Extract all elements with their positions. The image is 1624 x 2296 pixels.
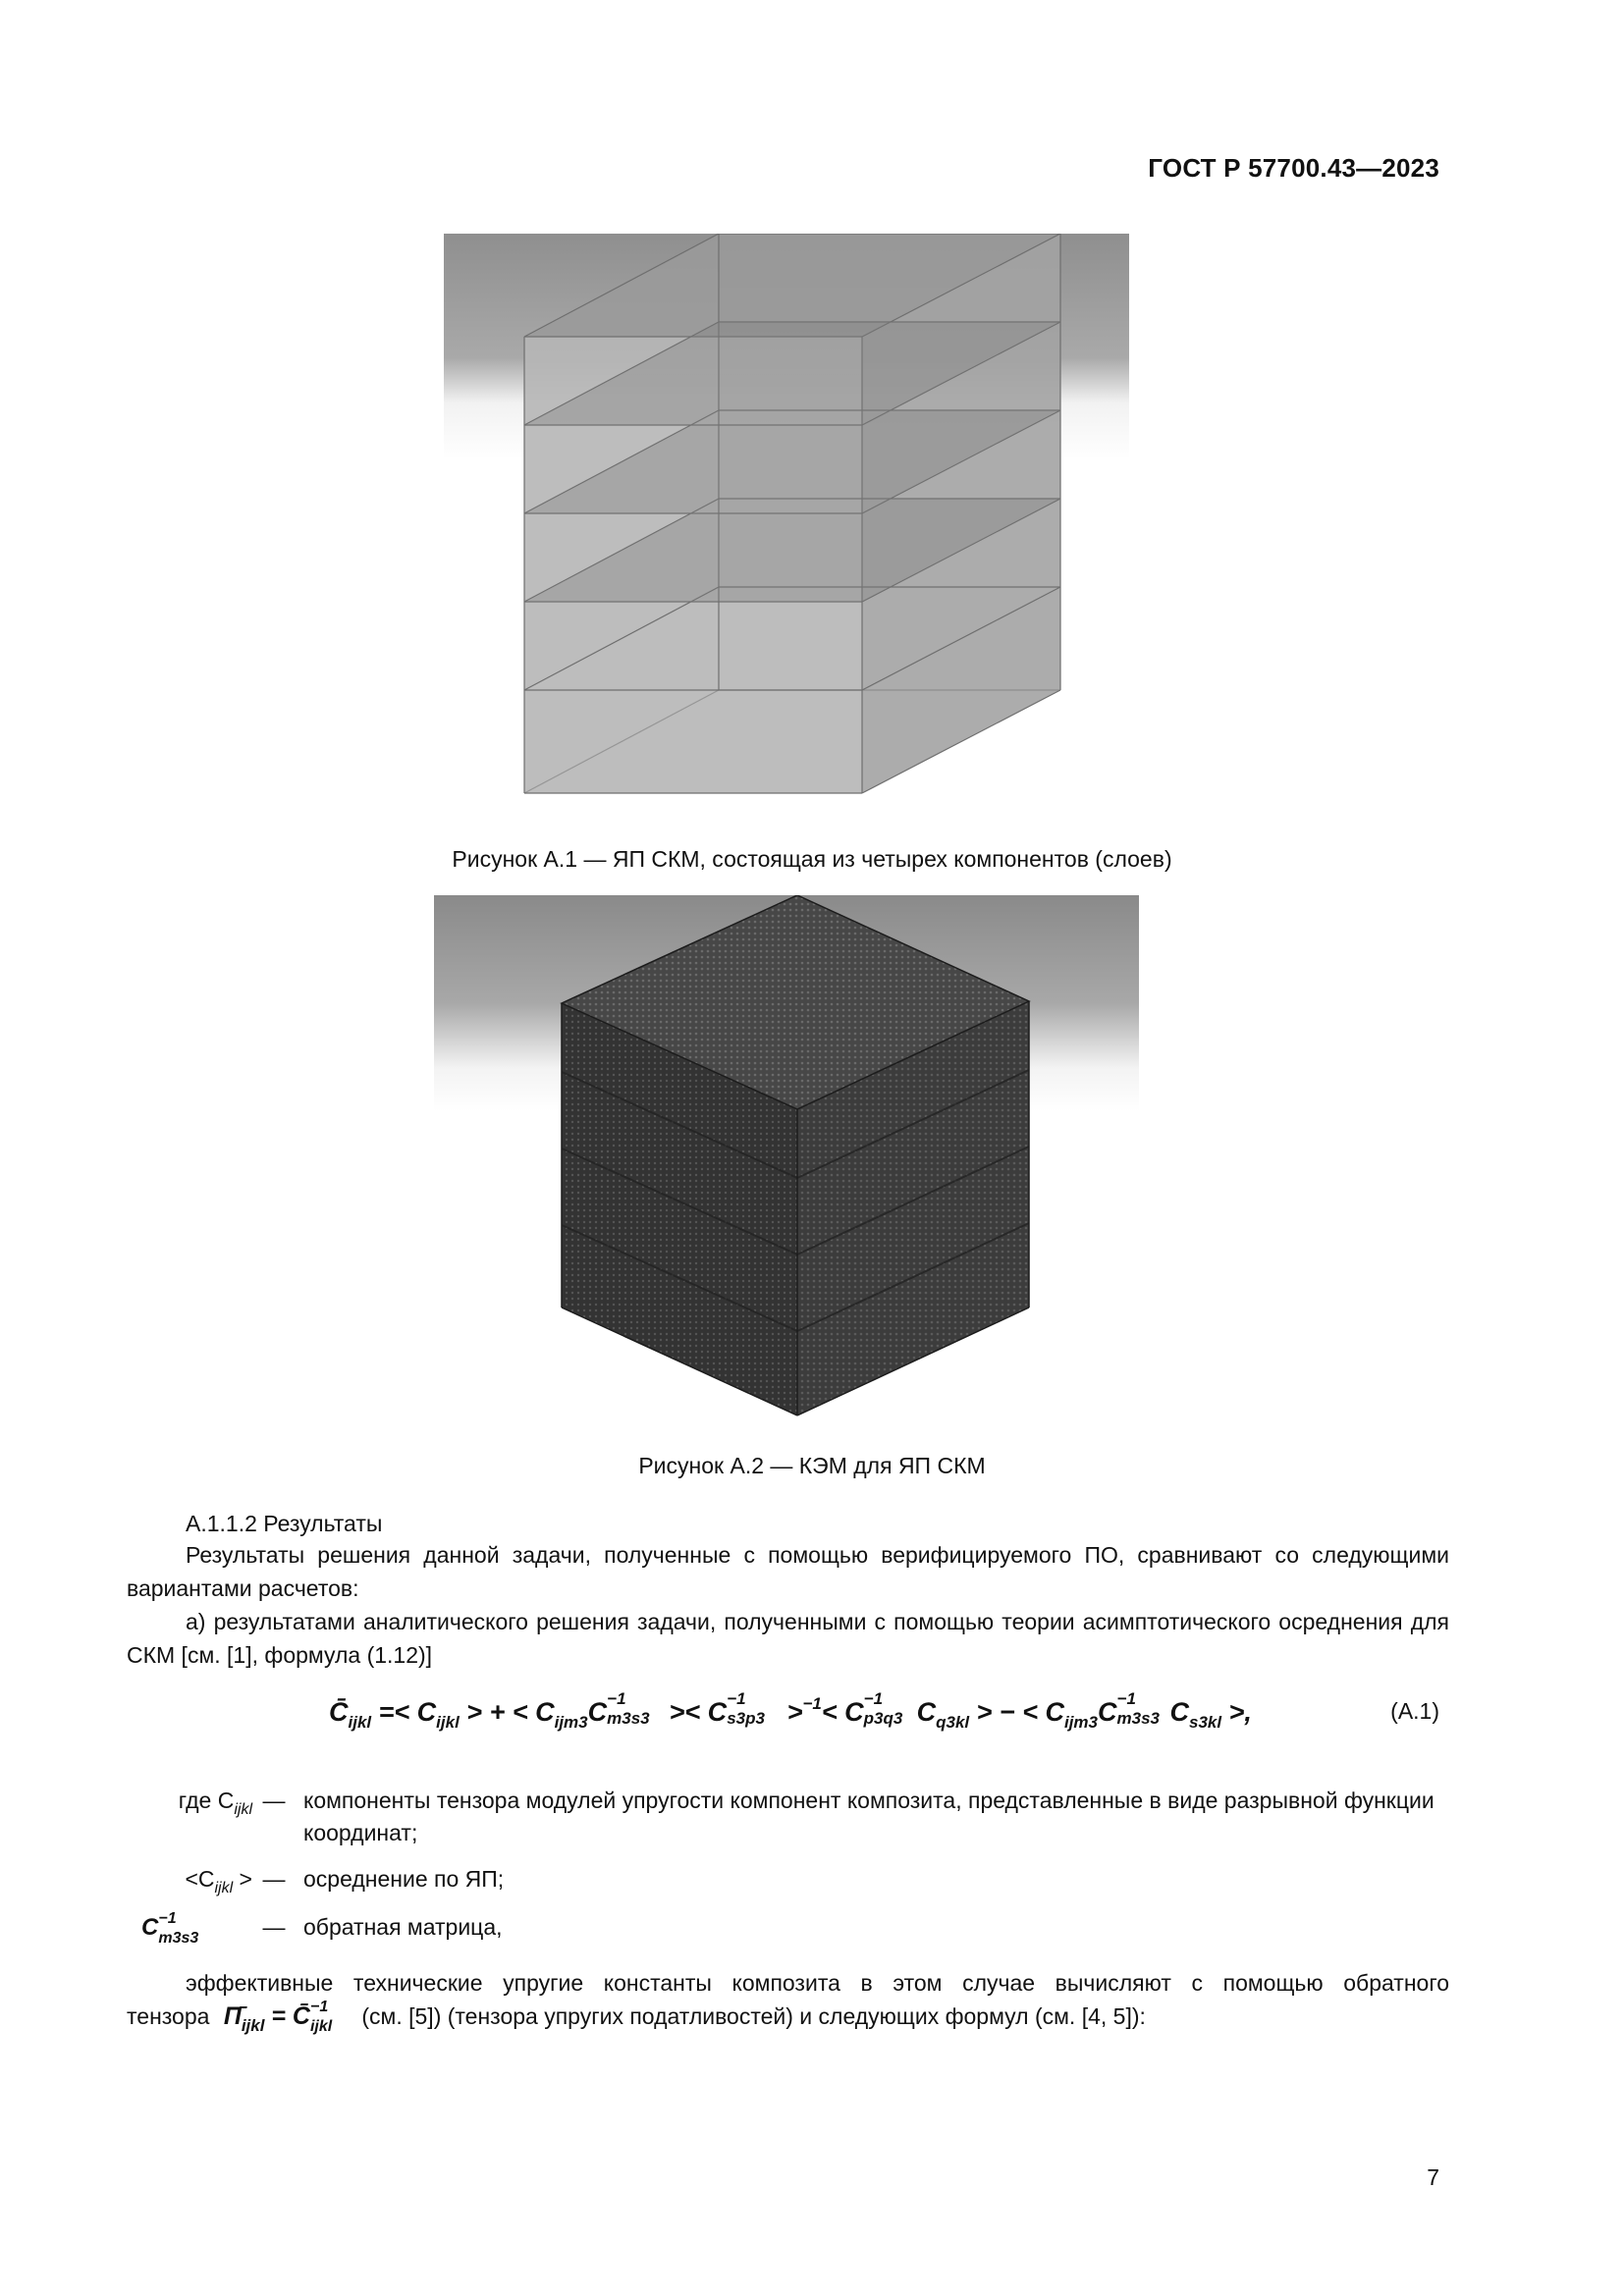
closing-line-2: тензора $П̄_{ijkl}$ = C̄ −1 ijkl (см. [5]) (тензора упругих податливостей) и следующих формул (см. [4, 5]):	[127, 1999, 1146, 2036]
section-heading: А.1.1.2 Результаты	[186, 1511, 383, 1536]
meshed-cube-illustration	[434, 895, 1139, 1421]
figure-a1-image	[444, 234, 1129, 803]
definition-symbol: $<C_{ijkl}$ >	[185, 1866, 252, 1896]
document-id: ГОСТ Р 57700.43—2023	[1148, 153, 1439, 183]
definition-dash: —	[262, 1788, 286, 1813]
closing-line-1: эффективные технические упругие константы композита в этом случае вычисляют с помощью обратного	[186, 1970, 1449, 1996]
figure-a2-caption: Рисунок А.2 — КЭМ для ЯП СКМ	[638, 1453, 986, 1478]
equation-a1: $C̄_{ijkl} =< C_{ijkl}$ > + < $C_{ijm3}C$ −1 m3s3 >< C −1 s3p3 >$^{-1}$< C −1 p3q3 $C_{q3kl}$ > − < $C_{ijm3}C$ −1 m3s3 $C_{s3kl}$ >,	[329, 1688, 1252, 1732]
section-intro: Результаты решения данной задачи, полученные с помощью верифицируемого ПО, сравнивают со следующими вариантами расчетов:	[127, 1542, 1449, 1601]
definition-symbol: C −1 m3s3	[141, 1909, 199, 1947]
layered-cube-illustration	[444, 234, 1129, 803]
definition-dash: —	[262, 1866, 286, 1892]
definition-text: осреднение по ЯП;	[303, 1866, 505, 1892]
compliance-tensor-formula: $П̄_{ijkl}$ = C̄ −1 ijkl	[223, 1999, 333, 2036]
page-number: 7	[1427, 2164, 1439, 2190]
definition-symbol: где $C_{ijkl}$	[178, 1788, 252, 1818]
figure-a2-image	[434, 895, 1139, 1421]
figure-a1-caption: Рисунок А.1 — ЯП СКМ, состоящая из четырех компонентов (слоев)	[452, 846, 1172, 872]
definition-text: обратная матрица,	[303, 1914, 503, 1940]
equation-number: (А.1)	[1390, 1698, 1439, 1724]
definition-dash: —	[262, 1914, 286, 1940]
item-a: а) результатами аналитического решения задачи, полученными с помощью теории асимптотического осреднения для СКМ [см. [1], формула (1.12)]	[127, 1609, 1449, 1668]
definition-text: компоненты тензора модулей упругости компонент композита, представленные в виде разрывной функции координат;	[303, 1788, 1435, 1845]
